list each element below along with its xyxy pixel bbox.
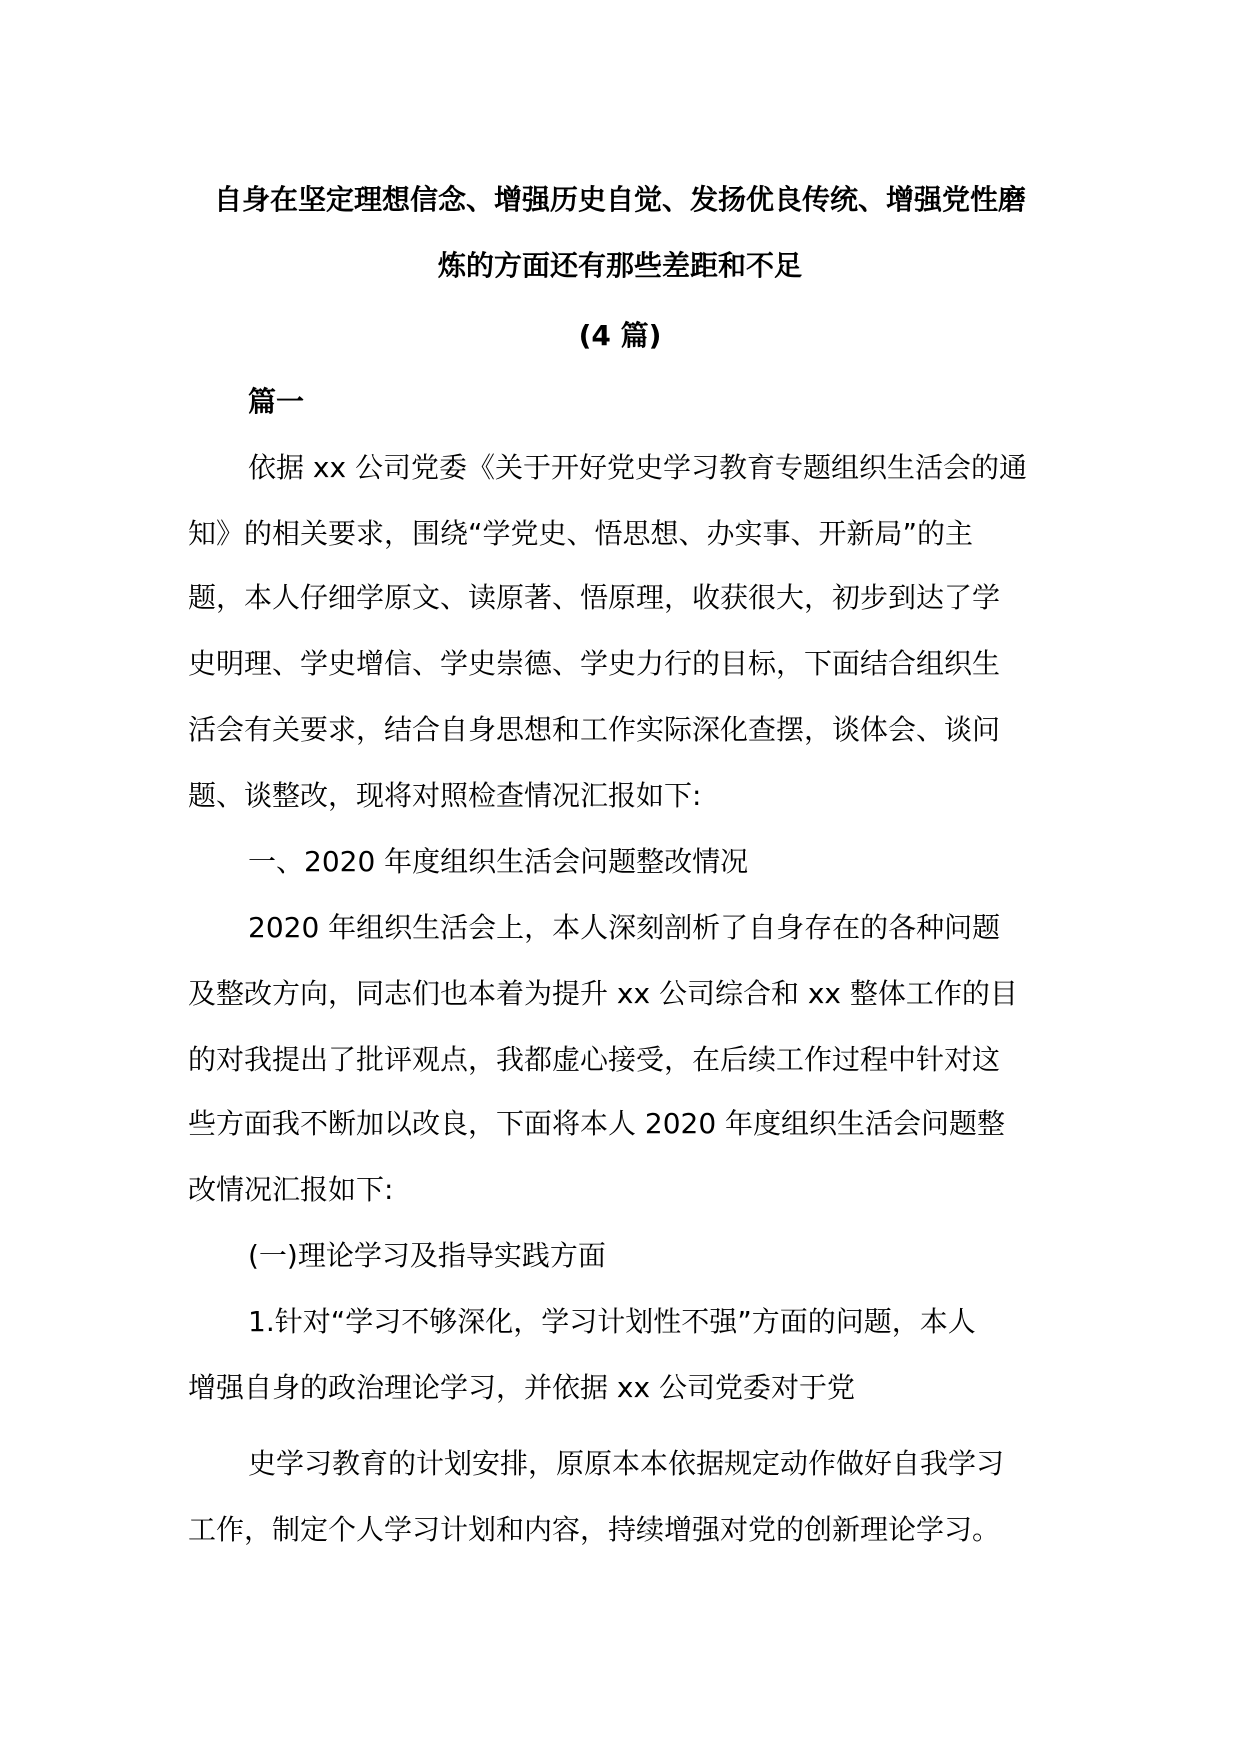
paragraph-line: 的对我提出了批评观点，我都虚心接受，在后续工作过程中针对这: [188, 1043, 1001, 1076]
paragraph-line: 及整改方向，同志们也本着为提升 xx 公司综合和 xx 整体工作的目: [188, 977, 1018, 1010]
paragraph-line: 改情况汇报如下:: [188, 1173, 394, 1206]
document-title-line-2: 炼的方面还有那些差距和不足: [437, 249, 802, 282]
paragraph-line: 2020 年组织生活会上，本人深刻剖析了自身存在的各种问题: [248, 911, 1001, 944]
paragraph-line: 史明理、学史增信、学史崇德、学史力行的目标，下面结合组织生: [188, 647, 1001, 680]
paragraph-line: 依据 xx 公司党委《关于开好党史学习教育专题组织生活会的通: [248, 451, 1027, 484]
paragraph-line: 活会有关要求，结合自身思想和工作实际深化查摆，谈体会、谈问: [188, 713, 1001, 746]
document-title-line-1: 自身在坚定理想信念、增强历史自觉、发扬优良传统、增强党性磨: [213, 183, 1026, 216]
heading-one: 一、2020 年度组织生活会问题整改情况: [248, 845, 749, 878]
paragraph-line: 知》的相关要求，围绕“学党史、悟思想、办实事、开新局”的主: [188, 517, 974, 550]
document-title-count: (4 篇): [578, 319, 662, 352]
section-heading: 篇一: [248, 385, 305, 418]
paragraph-line: 题、谈整改，现将对照检查情况汇报如下:: [188, 779, 702, 812]
paragraph-line: 些方面我不断加以改良，下面将本人 2020 年度组织生活会问题整: [188, 1107, 1006, 1140]
paragraph-line: 增强自身的政治理论学习，并依据 xx 公司党委对于党: [188, 1371, 855, 1404]
paragraph-line: 工作，制定个人学习计划和内容，持续增强对党的创新理论学习。: [188, 1513, 1001, 1546]
paragraph-line: 史学习教育的计划安排，原原本本依据规定动作做好自我学习: [248, 1447, 1005, 1480]
paragraph-line: 1.针对“学习不够深化，学习计划性不强”方面的问题，本人: [248, 1305, 976, 1338]
subheading-1: (一)理论学习及指导实践方面: [248, 1239, 606, 1272]
paragraph-line: 题，本人仔细学原文、读原著、悟原理，收获很大，初步到达了学: [188, 581, 1001, 614]
